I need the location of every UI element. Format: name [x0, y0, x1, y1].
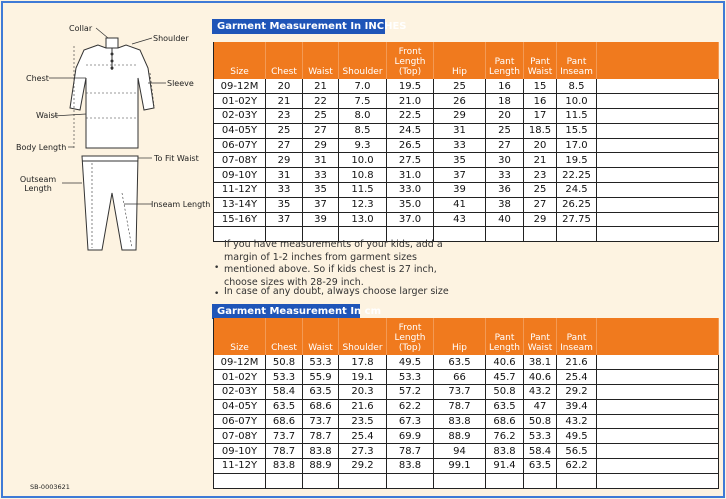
measurement-cell: 8.5 — [557, 79, 597, 94]
empty-cell — [597, 414, 719, 429]
measurement-cell: 18 — [486, 94, 524, 109]
measurement-cell: 8.5 — [339, 123, 387, 138]
measurement-cell: 30 — [486, 153, 524, 168]
margin-note: If you have measurements of your kids, add a margin of 1-2 inches from garment sizes mentioned above. So if kids chest is 27 inch, choose sizes with 28-29 inch. — [224, 239, 443, 288]
empty-cell — [597, 153, 719, 168]
measurement-cell: 36 — [486, 183, 524, 198]
measurement-diagram — [14, 18, 214, 268]
empty-cell — [597, 473, 719, 488]
column-header: Pant Waist — [524, 318, 557, 355]
table-row — [214, 109, 719, 124]
blank-row — [214, 473, 719, 488]
size-cell: 04-05Y — [214, 123, 266, 138]
note-item — [214, 286, 484, 299]
measurement-cell: 40 — [486, 212, 524, 227]
measurement-cell: 38 — [486, 197, 524, 212]
empty-cell — [486, 227, 524, 242]
size-cell: 02-03Y — [214, 109, 266, 124]
empty-cell — [434, 473, 486, 488]
column-header: Hip — [434, 318, 486, 355]
measurement-cell: 91.4 — [486, 459, 524, 474]
measurement-cell: 43 — [434, 212, 486, 227]
bullet-icon: • — [214, 289, 220, 299]
measurement-cell: 21 — [266, 94, 303, 109]
measurement-cell: 21 — [303, 79, 339, 94]
measurement-cell: 62.2 — [387, 399, 434, 414]
measurement-cell: 31.0 — [387, 168, 434, 183]
column-header: Pant Waist — [524, 42, 557, 79]
shoulder-label: Shoulder — [153, 34, 189, 43]
measurement-cell: 50.8 — [266, 355, 303, 370]
note-item — [214, 239, 469, 289]
measurement-cell: 47 — [524, 399, 557, 414]
measurement-cell: 55.9 — [303, 370, 339, 385]
measurement-cell: 22.5 — [387, 109, 434, 124]
measurement-cell: 53.3 — [524, 429, 557, 444]
column-header: Pant Length — [486, 318, 524, 355]
size-cell: 07-08Y — [214, 429, 266, 444]
measurement-cell: 62.2 — [557, 459, 597, 474]
empty-cell — [597, 355, 719, 370]
column-header-filler — [597, 42, 719, 79]
measurement-cell: 20.3 — [339, 385, 387, 400]
measurement-cell: 73.7 — [434, 385, 486, 400]
size-cell: 04-05Y — [214, 399, 266, 414]
column-header: Shoulder — [339, 318, 387, 355]
measurement-cell: 24.5 — [557, 183, 597, 198]
column-header: Pant Inseam — [557, 42, 597, 79]
measurement-cell: 16 — [486, 79, 524, 94]
empty-cell — [597, 429, 719, 444]
bullet-icon: • — [214, 263, 220, 273]
measurement-cell: 66 — [434, 370, 486, 385]
empty-cell — [597, 79, 719, 94]
table-row — [214, 429, 719, 444]
table-row — [214, 123, 719, 138]
table-row — [214, 444, 719, 459]
measurement-cell: 17.0 — [557, 138, 597, 153]
measurement-cell: 53.3 — [266, 370, 303, 385]
empty-cell — [339, 473, 387, 488]
size-cell: 02-03Y — [214, 385, 266, 400]
measurement-cell: 19.1 — [339, 370, 387, 385]
chest-label: Chest — [26, 74, 49, 83]
measurement-cell: 24.5 — [387, 123, 434, 138]
column-header: Front Length (Top) — [387, 318, 434, 355]
measurement-cell: 25 — [524, 183, 557, 198]
measurement-cell: 27 — [266, 138, 303, 153]
measurement-cell: 68.6 — [486, 414, 524, 429]
measurement-cell: 53.3 — [303, 355, 339, 370]
measurement-cell: 50.8 — [486, 385, 524, 400]
table-row — [214, 94, 719, 109]
size-cell: 09-10Y — [214, 168, 266, 183]
measurement-cell: 73.7 — [303, 414, 339, 429]
measurement-cell: 63.5 — [266, 399, 303, 414]
measurement-cell: 20 — [486, 109, 524, 124]
column-header: Hip — [434, 42, 486, 79]
measurement-cell: 39 — [303, 212, 339, 227]
measurement-cell: 29 — [266, 153, 303, 168]
measurement-cell: 16 — [524, 94, 557, 109]
measurement-cell: 27 — [486, 138, 524, 153]
empty-cell — [214, 473, 266, 488]
measurement-cell: 53.3 — [387, 370, 434, 385]
size-cell: 11-12Y — [214, 183, 266, 198]
empty-cell — [597, 227, 719, 242]
measurement-cell: 37 — [303, 197, 339, 212]
measurement-cell: 12.3 — [339, 197, 387, 212]
empty-cell — [524, 473, 557, 488]
measurement-cell: 27.3 — [339, 444, 387, 459]
table-row — [214, 197, 719, 212]
column-header: Chest — [266, 42, 303, 79]
measurement-cell: 78.7 — [434, 399, 486, 414]
measurement-cell: 49.5 — [557, 429, 597, 444]
table-row — [214, 212, 719, 227]
measurement-cell: 7.5 — [339, 94, 387, 109]
measurement-cell: 23 — [266, 109, 303, 124]
measurement-cell: 88.9 — [434, 429, 486, 444]
table-row — [214, 459, 719, 474]
measurement-cell: 13.0 — [339, 212, 387, 227]
empty-cell — [597, 197, 719, 212]
measurement-cell: 76.2 — [486, 429, 524, 444]
table-row — [214, 370, 719, 385]
measurement-cell: 35.0 — [387, 197, 434, 212]
measurement-cell: 33 — [486, 168, 524, 183]
column-header: Size — [214, 42, 266, 79]
measurement-cell: 27.5 — [387, 153, 434, 168]
column-header: Waist — [303, 318, 339, 355]
measurement-cell: 15 — [524, 79, 557, 94]
measurement-cell: 26.25 — [557, 197, 597, 212]
measurement-cell: 33 — [266, 183, 303, 198]
measurement-cell: 9.3 — [339, 138, 387, 153]
size-cell: 01-02Y — [214, 94, 266, 109]
measurement-cell: 27 — [303, 123, 339, 138]
measurement-cell: 83.8 — [434, 414, 486, 429]
measurement-cell: 11.5 — [557, 109, 597, 124]
measurement-cell: 88.9 — [303, 459, 339, 474]
measurement-cell: 58.4 — [266, 385, 303, 400]
measurement-cell: 43.2 — [557, 414, 597, 429]
empty-cell — [597, 109, 719, 124]
column-header-filler — [597, 318, 719, 355]
table-row — [214, 79, 719, 94]
measurement-cell: 35 — [303, 183, 339, 198]
measurement-cell: 83.8 — [303, 444, 339, 459]
measurement-cell: 69.9 — [387, 429, 434, 444]
measurement-cell: 10.0 — [339, 153, 387, 168]
measurement-cell: 20 — [266, 79, 303, 94]
measurement-cell: 67.3 — [387, 414, 434, 429]
measurement-cell: 22 — [303, 94, 339, 109]
empty-cell — [597, 183, 719, 198]
measurement-cell: 50.8 — [524, 414, 557, 429]
size-cell: 13-14Y — [214, 197, 266, 212]
measurement-cell: 22.25 — [557, 168, 597, 183]
body-length-label: Body Length — [16, 143, 67, 152]
measurement-cell: 73.7 — [266, 429, 303, 444]
measurement-cell: 29.2 — [557, 385, 597, 400]
measurement-cell: 49.5 — [387, 355, 434, 370]
measurement-cell: 26.5 — [387, 138, 434, 153]
column-header: Front Length (Top) — [387, 42, 434, 79]
measurement-cell: 26 — [434, 94, 486, 109]
measurement-cell: 25 — [303, 109, 339, 124]
measurement-cell: 39 — [434, 183, 486, 198]
measurement-cell: 29 — [303, 138, 339, 153]
measurement-cell: 83.8 — [486, 444, 524, 459]
measurement-cell: 78.7 — [303, 429, 339, 444]
measurement-cell: 58.4 — [524, 444, 557, 459]
measurement-cell: 25 — [486, 123, 524, 138]
measurement-cell: 94 — [434, 444, 486, 459]
measurement-cell: 21.0 — [387, 94, 434, 109]
inches-table-title: Garment Measurement In INCHES — [212, 19, 385, 34]
table-row — [214, 183, 719, 198]
cm-table-title: Garment Measurement In cm — [212, 304, 360, 319]
empty-cell — [303, 473, 339, 488]
column-header: Pant Inseam — [557, 318, 597, 355]
size-cell: 15-16Y — [214, 212, 266, 227]
measurement-cell: 83.8 — [266, 459, 303, 474]
measurement-cell: 15.5 — [557, 123, 597, 138]
measurement-cell: 40.6 — [524, 370, 557, 385]
empty-cell — [597, 370, 719, 385]
measurement-cell: 40.6 — [486, 355, 524, 370]
measurement-cell: 29 — [434, 109, 486, 124]
measurement-cell: 27.75 — [557, 212, 597, 227]
size-cell: 09-12M — [214, 79, 266, 94]
table-row — [214, 168, 719, 183]
empty-cell — [597, 385, 719, 400]
column-header: Waist — [303, 42, 339, 79]
measurement-cell: 63.5 — [434, 355, 486, 370]
measurement-cell: 35 — [434, 153, 486, 168]
empty-cell — [597, 459, 719, 474]
measurement-cell: 25 — [434, 79, 486, 94]
inseam-length-label: Inseam Length — [151, 200, 211, 209]
empty-cell — [524, 227, 557, 242]
measurement-cell: 63.5 — [303, 385, 339, 400]
table-row — [214, 355, 719, 370]
measurement-cell: 23.5 — [339, 414, 387, 429]
measurement-cell: 17.8 — [339, 355, 387, 370]
size-cell: 09-10Y — [214, 444, 266, 459]
measurement-cell: 18.5 — [524, 123, 557, 138]
measurement-cell: 21 — [524, 153, 557, 168]
empty-cell — [486, 473, 524, 488]
size-cell: 11-12Y — [214, 459, 266, 474]
measurement-cell: 68.6 — [303, 399, 339, 414]
measurement-cell: 31 — [434, 123, 486, 138]
measurement-cell: 33.0 — [387, 183, 434, 198]
measurement-cell: 41 — [434, 197, 486, 212]
empty-cell — [387, 473, 434, 488]
collar-label: Collar — [69, 24, 93, 33]
empty-cell — [597, 399, 719, 414]
measurement-cell: 39.4 — [557, 399, 597, 414]
measurement-cell: 23 — [524, 168, 557, 183]
table-row — [214, 414, 719, 429]
measurement-cell: 78.7 — [387, 444, 434, 459]
measurement-cell: 7.0 — [339, 79, 387, 94]
measurement-cell: 68.6 — [266, 414, 303, 429]
empty-cell — [557, 227, 597, 242]
table-row — [214, 399, 719, 414]
empty-cell — [597, 212, 719, 227]
size-cell: 06-07Y — [214, 414, 266, 429]
waist-label: Waist — [36, 111, 58, 120]
table-header-row — [214, 42, 719, 79]
measurement-cell: 29.2 — [339, 459, 387, 474]
measurement-cell: 25.4 — [339, 429, 387, 444]
measurement-cell: 17 — [524, 109, 557, 124]
measurement-cell: 25 — [266, 123, 303, 138]
measurement-cell: 19.5 — [557, 153, 597, 168]
to-fit-waist-label: To Fit Waist — [154, 154, 199, 163]
measurement-cell: 31 — [266, 168, 303, 183]
table-row — [214, 385, 719, 400]
measurement-cell: 38.1 — [524, 355, 557, 370]
cm-measurement-table — [213, 318, 719, 489]
measurement-cell: 20 — [524, 138, 557, 153]
measurement-cell: 35 — [266, 197, 303, 212]
table-row — [214, 153, 719, 168]
measurement-cell: 21.6 — [339, 399, 387, 414]
column-header: Chest — [266, 318, 303, 355]
sleeve-label: Sleeve — [167, 79, 194, 88]
measurement-cell: 45.7 — [486, 370, 524, 385]
measurement-cell: 83.8 — [387, 459, 434, 474]
measurement-cell: 10.0 — [557, 94, 597, 109]
sku-code: SB-0003621 — [30, 483, 70, 491]
size-cell: 09-12M — [214, 355, 266, 370]
empty-cell — [597, 123, 719, 138]
measurement-cell: 21.6 — [557, 355, 597, 370]
column-header: Size — [214, 318, 266, 355]
empty-cell — [597, 138, 719, 153]
measurement-cell: 37.0 — [387, 212, 434, 227]
size-cell: 07-08Y — [214, 153, 266, 168]
table-header-row — [214, 318, 719, 355]
size-cell: 06-07Y — [214, 138, 266, 153]
measurement-cell: 29 — [524, 212, 557, 227]
measurement-cell: 78.7 — [266, 444, 303, 459]
measurement-cell: 11.5 — [339, 183, 387, 198]
column-header: Shoulder — [339, 42, 387, 79]
measurement-cell: 31 — [303, 153, 339, 168]
measurement-cell: 19.5 — [387, 79, 434, 94]
measurement-cell: 57.2 — [387, 385, 434, 400]
measurement-cell: 63.5 — [486, 399, 524, 414]
column-header: Pant Length — [486, 42, 524, 79]
measurement-cell: 27 — [524, 197, 557, 212]
size-cell: 01-02Y — [214, 370, 266, 385]
empty-cell — [597, 94, 719, 109]
measurement-cell: 43.2 — [524, 385, 557, 400]
table-row — [214, 138, 719, 153]
empty-cell — [597, 168, 719, 183]
empty-cell — [597, 444, 719, 459]
measurement-cell: 56.5 — [557, 444, 597, 459]
outseam-length-label: Outseam Length — [19, 175, 57, 193]
measurement-cell: 8.0 — [339, 109, 387, 124]
larger-size-note: In case of any doubt, always choose larger size — [224, 286, 449, 297]
measurement-cell: 99.1 — [434, 459, 486, 474]
measurement-cell: 25.4 — [557, 370, 597, 385]
empty-cell — [266, 473, 303, 488]
measurement-cell: 63.5 — [524, 459, 557, 474]
measurement-cell: 37 — [434, 168, 486, 183]
measurement-cell: 33 — [434, 138, 486, 153]
measurement-cell: 10.8 — [339, 168, 387, 183]
measurement-cell: 37 — [266, 212, 303, 227]
inches-measurement-table — [213, 42, 719, 242]
measurement-cell: 33 — [303, 168, 339, 183]
empty-cell — [557, 473, 597, 488]
